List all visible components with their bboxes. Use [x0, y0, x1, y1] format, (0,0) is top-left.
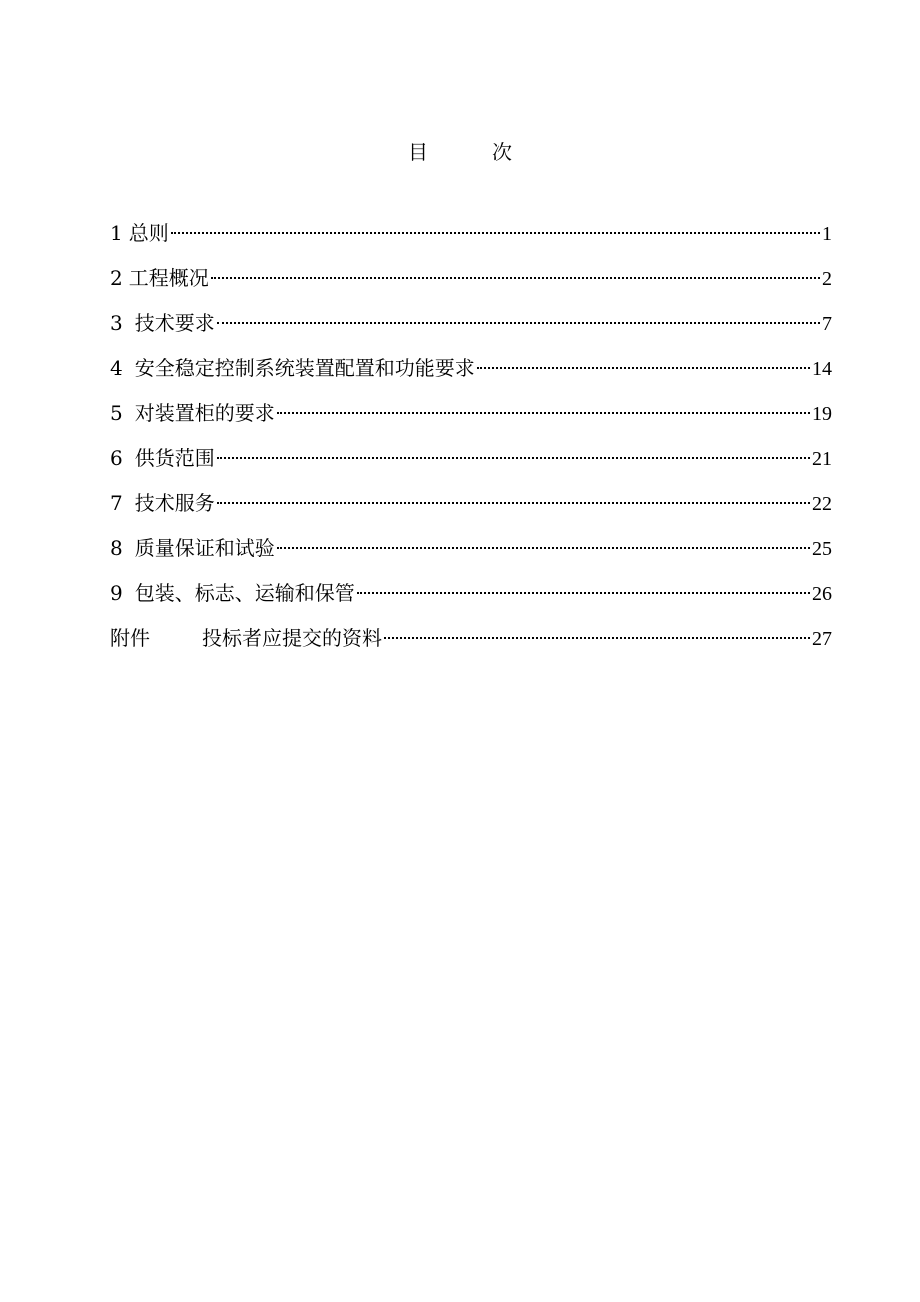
toc-label: 技术服务: [134, 491, 215, 515]
toc-label: 质量保证和试验: [134, 536, 275, 560]
toc-label: 对装置柜的要求: [134, 401, 275, 425]
toc-leader: [477, 345, 810, 375]
toc-label: 投标者应提交的资料: [202, 626, 382, 650]
toc-entry-9[interactable]: [110, 570, 832, 615]
toc-entry-6[interactable]: [110, 435, 832, 480]
toc-number: 4: [110, 356, 123, 380]
toc-entry-5[interactable]: [110, 390, 832, 435]
toc-number: 7: [110, 491, 123, 515]
toc-label: 供货范围: [134, 446, 215, 470]
toc-number: 3: [110, 311, 123, 335]
toc-entry-2[interactable]: [110, 255, 832, 300]
table-of-contents: [110, 210, 832, 660]
toc-leader: [277, 390, 810, 420]
page-title: [0, 138, 920, 166]
toc-label: 工程概况: [128, 266, 209, 290]
title-part-2: 次: [492, 140, 512, 164]
toc-leader: [217, 300, 820, 330]
toc-number: 2: [110, 266, 123, 290]
toc-label: 总则: [128, 221, 169, 245]
toc-page-number: 1: [822, 223, 832, 245]
toc-number: 1: [110, 221, 123, 245]
toc-number: 9: [110, 581, 123, 605]
toc-entry-8[interactable]: [110, 525, 832, 570]
toc-number: 6: [110, 446, 123, 470]
toc-label: 安全稳定控制系统装置配置和功能要求: [134, 356, 475, 380]
toc-leader: [384, 615, 810, 645]
toc-entry-appendix[interactable]: [110, 615, 832, 660]
toc-page-number: 22: [812, 493, 832, 515]
toc-page-number: 27: [812, 628, 832, 650]
toc-page-number: 19: [812, 403, 832, 425]
toc-entry-4[interactable]: [110, 345, 832, 390]
toc-page-number: 14: [812, 358, 832, 380]
toc-page-number: 7: [822, 313, 832, 335]
toc-page-number: 26: [812, 583, 832, 605]
toc-page-number: 25: [812, 538, 832, 560]
toc-label: 技术要求: [134, 311, 215, 335]
toc-entry-3[interactable]: [110, 300, 832, 345]
toc-leader: [277, 525, 810, 555]
toc-leader: [357, 570, 810, 600]
toc-leader: [217, 480, 810, 510]
toc-entry-1[interactable]: [110, 210, 832, 255]
toc-page-number: 21: [812, 448, 832, 470]
toc-number: 附件: [110, 626, 150, 650]
toc-label: 包装、标志、运输和保管: [134, 581, 355, 605]
toc-entry-7[interactable]: [110, 480, 832, 525]
toc-number: 5: [110, 401, 123, 425]
toc-page-number: 2: [822, 268, 832, 290]
toc-number: 8: [110, 536, 123, 560]
title-part-1: 目: [408, 140, 428, 164]
toc-leader: [217, 435, 810, 465]
toc-leader: [171, 210, 820, 240]
toc-leader: [211, 255, 820, 285]
